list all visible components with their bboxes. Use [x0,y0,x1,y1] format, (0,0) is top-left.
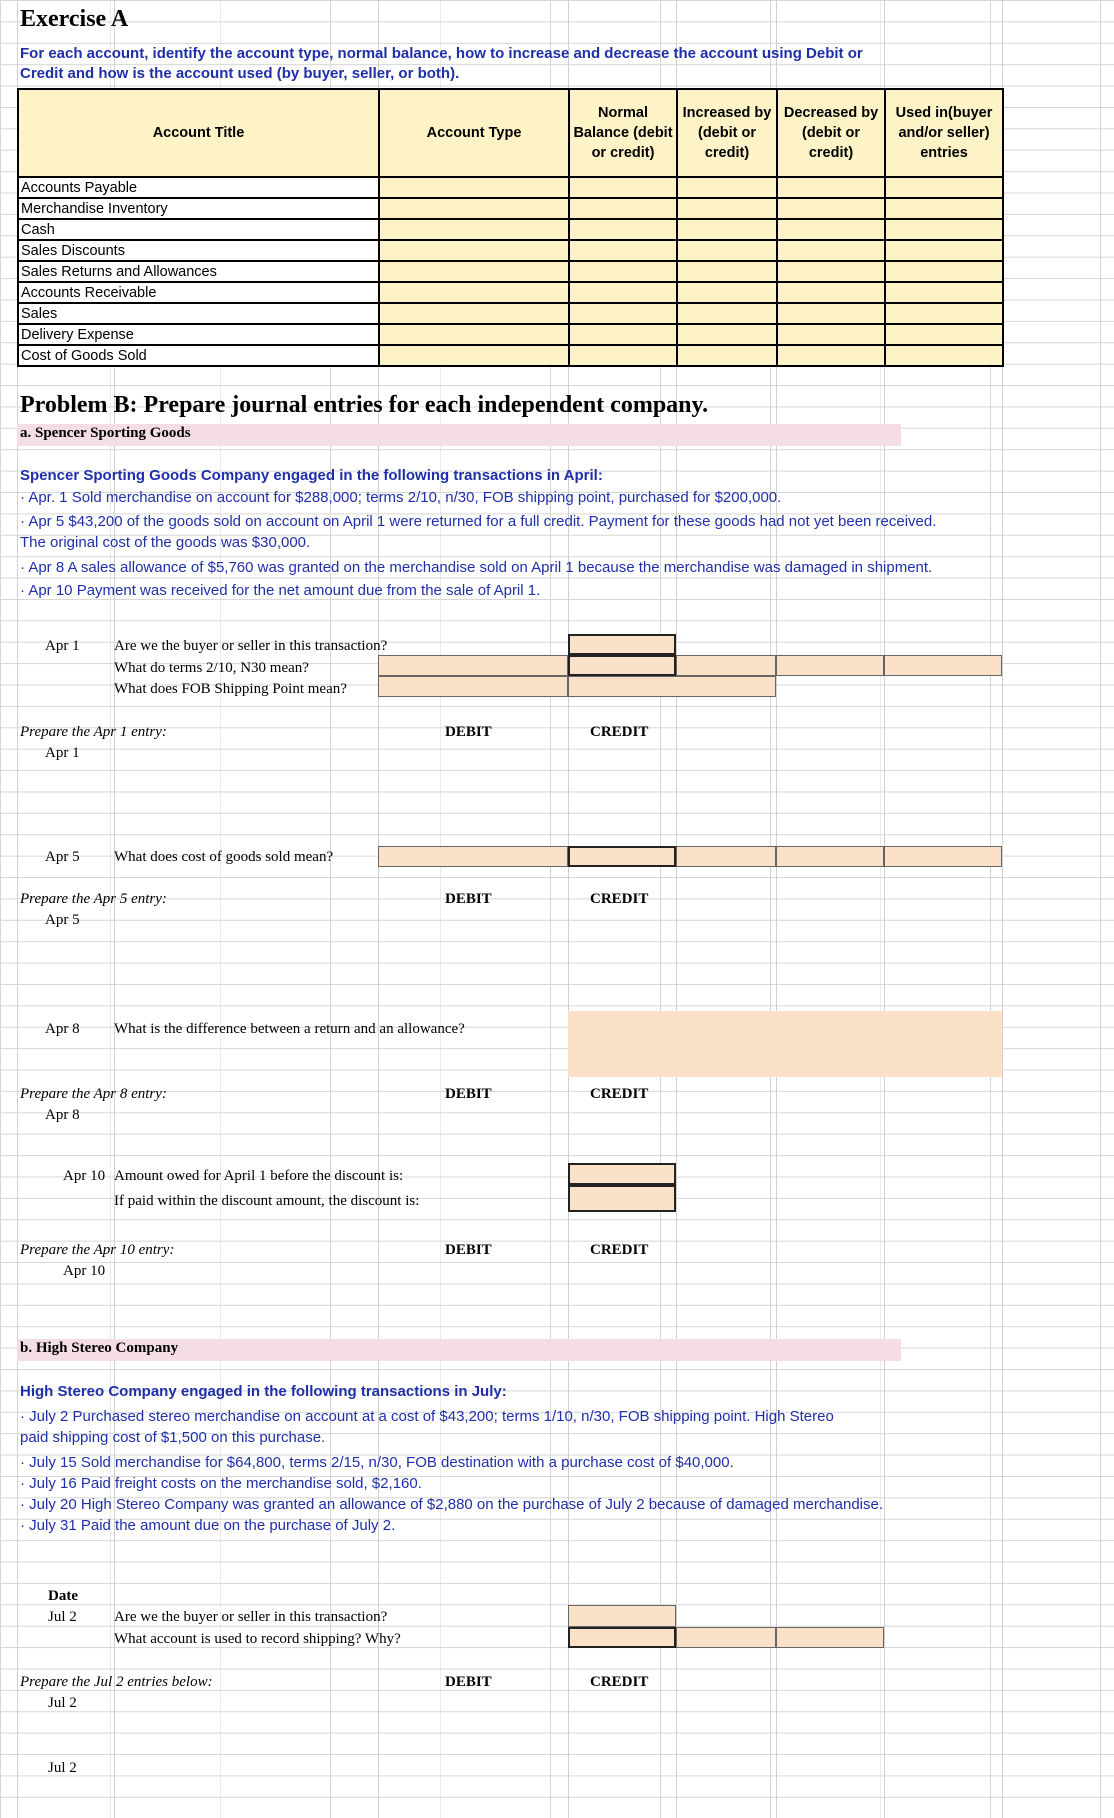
question-text: Amount owed for April 1 before the discount is: [114,1168,404,1184]
credit-header: CREDIT [590,891,649,907]
table-row [18,240,1003,261]
account-name: Cost of Goods Sold [18,345,379,366]
answer-cell[interactable] [379,219,569,240]
header-normal-balance: Normal Balance (debit or credit) [569,89,677,177]
entry-date: Jul 2 [48,1760,77,1776]
answer-cell[interactable] [677,303,777,324]
question-text: What is the difference between a return and an allowance? [114,1021,465,1037]
answer-cell[interactable] [568,676,776,697]
account-table-header [18,89,1003,177]
answer-cell[interactable] [568,1627,676,1648]
part-b-transaction: · July 31 Paid the amount due on the purchase of July 2. [20,1517,396,1534]
answer-cell[interactable] [776,1627,884,1648]
answer-cell[interactable] [569,345,677,366]
question-text: What does FOB Shipping Point mean? [114,681,347,697]
answer-cell[interactable] [379,198,569,219]
answer-cell[interactable] [676,1627,776,1648]
answer-cell[interactable] [776,846,884,867]
answer-cell[interactable] [777,261,885,282]
header-increased-by: Increased by (debit or credit) [677,89,777,177]
answer-cell[interactable] [885,261,1003,282]
header-decreased-by: Decreased by (debit or credit) [777,89,885,177]
account-name: Cash [18,219,379,240]
entry-date: Apr 5 [45,912,80,928]
answer-cell[interactable] [677,261,777,282]
table-row [18,198,1003,219]
account-name: Merchandise Inventory [18,198,379,219]
part-a-subtitle: a. Spencer Sporting Goods [20,425,191,441]
answer-cell[interactable] [885,198,1003,219]
part-b-transaction: · July 20 High Stereo Company was granted an allowance of $2,880 on the purchase of July 2 because of damaged merchandise. [20,1496,884,1513]
credit-header: CREDIT [590,1674,649,1690]
answer-area[interactable] [568,1011,1002,1077]
part-a-transaction: · Apr 8 A sales allowance of $5,760 was granted on the merchandise sold on April 1 because the merchandise was damaged in shipment. [20,559,933,576]
answer-cell[interactable] [884,655,1002,676]
answer-cell[interactable] [676,846,776,867]
part-b-transaction: · July 15 Sold merchandise for $64,800, terms 2/15, n/30, FOB destination with a purchase cost of $40,000. [20,1454,734,1471]
answer-cell[interactable] [677,177,777,198]
credit-header: CREDIT [590,1242,649,1258]
answer-cell[interactable] [379,303,569,324]
answer-cell[interactable] [568,634,676,655]
answer-cell[interactable] [885,345,1003,366]
answer-cell[interactable] [677,324,777,345]
table-row [18,261,1003,282]
answer-cell[interactable] [677,345,777,366]
credit-header: CREDIT [590,1086,649,1102]
question-text: What do terms 2/10, N30 mean? [114,660,309,676]
debit-header: DEBIT [445,1242,492,1258]
account-name: Accounts Receivable [18,282,379,303]
answer-cell[interactable] [569,198,677,219]
answer-cell[interactable] [777,345,885,366]
answer-cell[interactable] [379,345,569,366]
answer-cell[interactable] [677,198,777,219]
entry-date: Apr 1 [45,745,80,761]
apr5-label: Apr 5 [45,849,80,865]
answer-cell[interactable] [569,219,677,240]
credit-header: CREDIT [590,724,649,740]
debit-header: DEBIT [445,1674,492,1690]
account-name: Sales Discounts [18,240,379,261]
account-name: Delivery Expense [18,324,379,345]
part-b-intro: High Stereo Company engaged in the following transactions in July: [20,1383,507,1400]
answer-cell[interactable] [885,240,1003,261]
answer-cell[interactable] [568,655,676,676]
part-a-transaction: The original cost of the goods was $30,000. [20,534,311,551]
answer-cell[interactable] [777,198,885,219]
answer-cell[interactable] [776,655,884,676]
answer-cell[interactable] [885,177,1003,198]
answer-cell[interactable] [569,261,677,282]
part-b-transaction: paid shipping cost of $1,500 on this purchase. [20,1429,326,1446]
problem-b-title: Problem B: Prepare journal entries for each independent company. [20,392,709,418]
answer-cell[interactable] [379,240,569,261]
apr8-label: Apr 8 [45,1021,80,1037]
answer-cell[interactable] [568,1185,676,1212]
part-b-transaction: · July 2 Purchased stereo merchandise on account at a cost of $43,200; terms 1/10, n/30, FOB shipping point. High Stereo [20,1408,834,1425]
answer-cell[interactable] [379,261,569,282]
answer-cell[interactable] [568,846,676,867]
answer-cell[interactable] [777,282,885,303]
answer-cell[interactable] [677,282,777,303]
prepare-apr1-entry: Prepare the Apr 1 entry: [20,724,167,740]
answer-cell[interactable] [379,324,569,345]
answer-cell[interactable] [569,282,677,303]
answer-cell[interactable] [777,324,885,345]
answer-cell[interactable] [378,846,568,867]
header-account-title: Account Title [18,89,379,177]
apr10-label: Apr 10 [63,1168,106,1184]
part-b-subtitle: b. High Stereo Company [20,1340,179,1356]
account-name: Sales Returns and Allowances [18,261,379,282]
account-table [17,88,1004,367]
answer-cell[interactable] [379,177,569,198]
answer-cell[interactable] [379,282,569,303]
question-text: If paid within the discount amount, the discount is: [114,1193,420,1209]
table-row [18,345,1003,366]
account-name: Sales [18,303,379,324]
answer-cell[interactable] [885,324,1003,345]
answer-cell[interactable] [777,219,885,240]
question-text: What account is used to record shipping? Why? [114,1631,401,1647]
table-row [18,219,1003,240]
answer-cell[interactable] [676,655,776,676]
question-text: What does cost of goods sold mean? [114,849,334,865]
part-a-transaction: · Apr. 1 Sold merchandise on account for $288,000; terms 2/10, n/30, FOB shipping point, purchased for $200,000. [20,489,782,506]
answer-cell[interactable] [885,303,1003,324]
answer-cell[interactable] [677,240,777,261]
answer-cell[interactable] [568,1605,676,1627]
answer-cell[interactable] [569,240,677,261]
table-row [18,282,1003,303]
debit-header: DEBIT [445,1086,492,1102]
answer-cell[interactable] [378,655,568,676]
answer-cell[interactable] [569,177,677,198]
prepare-apr8-entry: Prepare the Apr 8 entry: [20,1086,167,1102]
entry-date: Apr 8 [45,1107,80,1123]
apr1-label: Apr 1 [45,638,80,654]
header-used-in: Used in(buyer and/or seller) entries [885,89,1003,177]
exercise-a-instructions: For each account, identify the account type, normal balance, how to increase and decrease the account using Debit or Credit and how is the account used (by buyer, seller, or both). [20,45,863,82]
table-row [18,303,1003,324]
answer-cell[interactable] [885,219,1003,240]
table-row [18,324,1003,345]
prepare-jul2-entries: Prepare the Jul 2 entries below: [20,1674,213,1690]
answer-cell[interactable] [378,676,568,697]
answer-cell[interactable] [568,1163,676,1185]
entry-date: Apr 10 [63,1263,106,1279]
answer-cell[interactable] [569,303,677,324]
answer-cell[interactable] [777,177,885,198]
part-a-intro: Spencer Sporting Goods Company engaged in the following transactions in April: [20,467,603,484]
header-account-type: Account Type [379,89,569,177]
answer-cell[interactable] [569,324,677,345]
part-a-transaction: · Apr 10 Payment was received for the net amount due from the sale of April 1. [20,582,541,599]
jul2-label: Jul 2 [48,1609,77,1625]
answer-cell[interactable] [885,282,1003,303]
account-name: Accounts Payable [18,177,379,198]
answer-cell[interactable] [884,846,1002,867]
part-b-transaction: · July 16 Paid freight costs on the merchandise sold, $2,160. [20,1475,422,1492]
debit-header: DEBIT [445,891,492,907]
question-text: Are we the buyer or seller in this transaction? [114,1609,388,1625]
prepare-apr5-entry: Prepare the Apr 5 entry: [20,891,167,907]
prepare-apr10-entry: Prepare the Apr 10 entry: [20,1242,175,1258]
answer-cell[interactable] [777,240,885,261]
date-header: Date [48,1588,78,1604]
exercise-a-title: Exercise A [20,6,129,32]
question-text: Are we the buyer or seller in this transaction? [114,638,388,654]
table-row [18,177,1003,198]
answer-cell[interactable] [677,219,777,240]
part-a-transaction: · Apr 5 $43,200 of the goods sold on account on April 1 were returned for a full credit. Payment for these goods had not yet been received. [20,513,937,530]
entry-date: Jul 2 [48,1695,77,1711]
answer-cell[interactable] [777,303,885,324]
debit-header: DEBIT [445,724,492,740]
